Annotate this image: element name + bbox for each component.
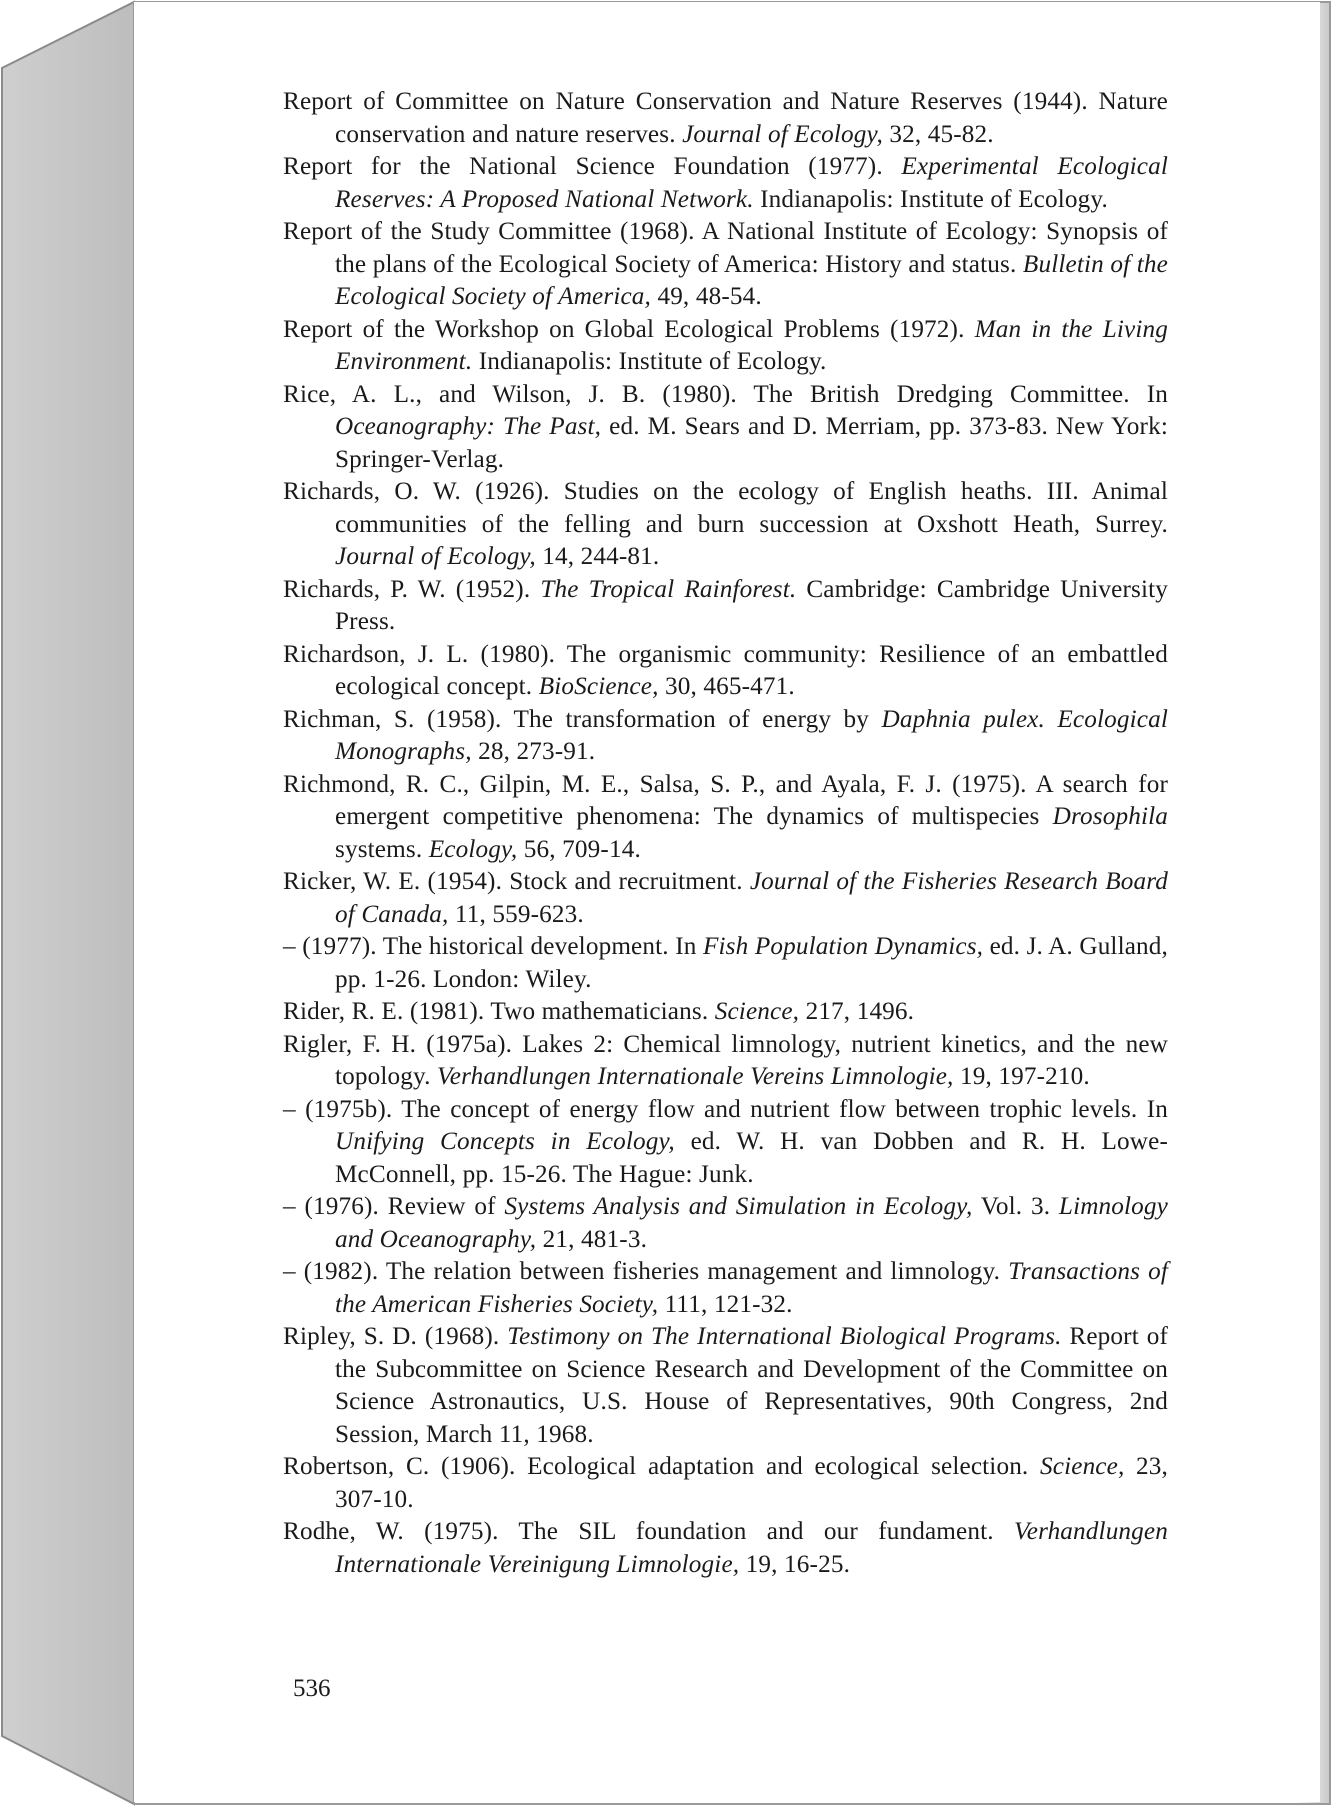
reference-text: 19, 197-210.	[953, 1063, 1090, 1090]
reference-text: Report of the Subcommittee on Science Research and Development of the Committee on Science Astronautics, U.S. House of Representatives, 90th Congress, 2nd Session, March 11, 1968.	[335, 1323, 1168, 1448]
reference-text: Report of the Workshop on Global Ecological Problems (1972).	[283, 315, 975, 343]
reference-italic-text: Journal of Ecology,	[335, 543, 536, 570]
reference-italic-text: Systems Analysis and Simulation in Ecology,	[504, 1193, 973, 1220]
reference-text: – (1975b). The concept of energy flow and nutrient flow between trophic levels. In	[283, 1095, 1168, 1123]
reference-text: Richards, P. W. (1952).	[283, 575, 541, 603]
reference-text: 111, 121-32.	[658, 1290, 793, 1318]
reference-text: 217, 1496.	[799, 998, 915, 1025]
reference-text: Richards, O. W. (1926). Studies on the ecology of English heaths. III. Animal communities of the felling and burn succession at Oxshott Heath, Surrey.	[283, 478, 1168, 538]
reference-entry	[283, 1256, 1168, 1321]
reference-entry	[283, 996, 1168, 1029]
reference-entry	[283, 1321, 1168, 1451]
reference-text: 14, 244-81.	[535, 543, 660, 570]
reference-entry	[283, 704, 1168, 769]
reference-text: Robertson, C. (1906). Ecological adaptation and ecological selection.	[283, 1453, 1041, 1480]
reference-text: Rice, A. L., and Wilson, J. B. (1980). The British Dredging Committee. In	[283, 380, 1168, 408]
reference-italic-text: Man in the Living Environment.	[335, 315, 1169, 375]
reference-entry	[283, 151, 1168, 216]
reference-entry	[283, 574, 1168, 639]
reference-italic-text: Verhandlungen Internationale Vereinigung Limnologie,	[335, 1518, 1168, 1578]
reference-entry	[283, 314, 1168, 379]
page-number: 536	[293, 1675, 331, 1702]
reference-italic-text: BioScience,	[538, 673, 659, 700]
reference-entry	[283, 1029, 1168, 1094]
reference-text: 30, 465-471.	[658, 673, 795, 700]
reference-text: 56, 709-14.	[517, 835, 641, 863]
reference-text: Richman, S. (1958). The transformation of energy by	[283, 705, 882, 733]
reference-italic-text: Drosophila	[1052, 803, 1168, 830]
reference-italic-text: Journal of Ecology,	[682, 120, 883, 148]
reference-entry	[283, 1094, 1168, 1192]
reference-list	[283, 86, 1168, 1581]
reference-entry	[283, 86, 1168, 151]
reference-text: Report for the National Science Foundation (1977).	[283, 153, 902, 180]
reference-text: ed. M. Sears and D. Merriam, pp. 373-83. New York: Springer-Verlag.	[335, 413, 1168, 473]
reference-entry	[283, 931, 1168, 996]
reference-text: ed. W. H. van Dobben and R. H. Lowe-McConnell, pp. 15-26. The Hague: Junk.	[335, 1128, 1168, 1188]
reference-italic-text: Transactions of the American Fisheries Society,	[335, 1258, 1168, 1318]
reference-italic-text: Science,	[1040, 1453, 1125, 1480]
reference-text: Rider, R. E. (1981). Two mathematicians.	[283, 998, 715, 1025]
reference-text: Cambridge: Cambridge University Press.	[335, 575, 1168, 635]
reference-entry	[283, 379, 1168, 477]
reference-italic-text: Daphnia pulex. Ecological Monographs,	[335, 705, 1168, 765]
reference-text: 28, 273-91.	[471, 738, 596, 765]
reference-entry	[283, 476, 1168, 574]
reference-entry	[283, 866, 1168, 931]
reference-text: Ripley, S. D. (1968).	[283, 1323, 508, 1350]
reference-text: 11, 559-623.	[448, 900, 584, 928]
reference-italic-text: The Tropical Rainforest.	[540, 575, 797, 603]
reference-text: Rodhe, W. (1975). The SIL foundation and our fundament.	[283, 1518, 1014, 1545]
reference-text: Vol. 3.	[972, 1193, 1059, 1220]
reference-text: 32, 45-82.	[882, 120, 994, 148]
reference-entry	[283, 1451, 1168, 1516]
reference-italic-text: Oceanography: The Past,	[335, 413, 602, 440]
reference-italic-text: Bulletin of the Ecological Society of America,	[335, 250, 1168, 310]
reference-text: 23, 307-10.	[335, 1453, 1168, 1513]
reference-italic-text: Fish Population Dynamics,	[702, 933, 984, 960]
reference-entry	[283, 216, 1168, 314]
reference-text: ed. J. A. Gulland, pp. 1-26. London: Wiley.	[335, 933, 1168, 993]
reference-text: Indianapolis: Institute of Ecology.	[472, 348, 827, 375]
reference-text: Richardson, J. L. (1980). The organismic community: Resilience of an embattled ecological concept.	[283, 640, 1168, 700]
reference-text: – (1982). The relation between fisheries management and limnology.	[283, 1258, 1009, 1285]
reference-italic-text: Verhandlungen Internationale Vereins Limnologie,	[437, 1063, 954, 1090]
reference-text: Richmond, R. C., Gilpin, M. E., Salsa, S. P., and Ayala, F. J. (1975). A search for emergent competitive phenomena: The dynamics of multispecies	[283, 770, 1168, 830]
reference-text: Indianapolis: Institute of Ecology.	[753, 185, 1108, 213]
reference-entry	[283, 1516, 1168, 1581]
reference-text: systems.	[335, 835, 429, 863]
reference-italic-text: Journal of the Fisheries Research Board of Canada,	[335, 868, 1168, 928]
reference-entry	[283, 639, 1168, 704]
reference-text: 19, 16-25.	[739, 1550, 851, 1578]
reference-italic-text: Science,	[714, 998, 800, 1025]
reference-text: Ricker, W. E. (1954). Stock and recruitment.	[283, 868, 750, 895]
reference-text: Report of the Study Committee (1968). A National Institute of Ecology: Synopsis of the plans of the Ecological Society of America: History and status.	[283, 218, 1168, 278]
book-spine	[2, 2, 134, 1804]
reference-text: – (1976). Review of	[283, 1193, 505, 1220]
reference-text: 21, 481-3.	[536, 1225, 648, 1253]
reference-italic-text: Limnology and Oceanography,	[335, 1193, 1169, 1253]
reference-text: Rigler, F. H. (1975a). Lakes 2: Chemical limnology, nutrient kinetics, and the new topology.	[283, 1030, 1168, 1090]
reference-text: – (1977). The historical development. In	[283, 933, 703, 960]
reference-italic-text: Unifying Concepts in Ecology,	[335, 1128, 675, 1155]
reference-text: 49, 48-54.	[651, 283, 762, 310]
reference-entry	[283, 769, 1168, 867]
reference-italic-text: Experimental Ecological Reserves: A Proposed National Network.	[335, 153, 1168, 213]
reference-entry	[283, 1191, 1168, 1256]
reference-text: Report of Committee on Nature Conservation and Nature Reserves (1944). Nature conservation and nature reserves.	[283, 88, 1168, 148]
reference-italic-text: Ecology,	[428, 835, 518, 863]
reference-italic-text: Testimony on The International Biological Programs.	[507, 1323, 1062, 1350]
